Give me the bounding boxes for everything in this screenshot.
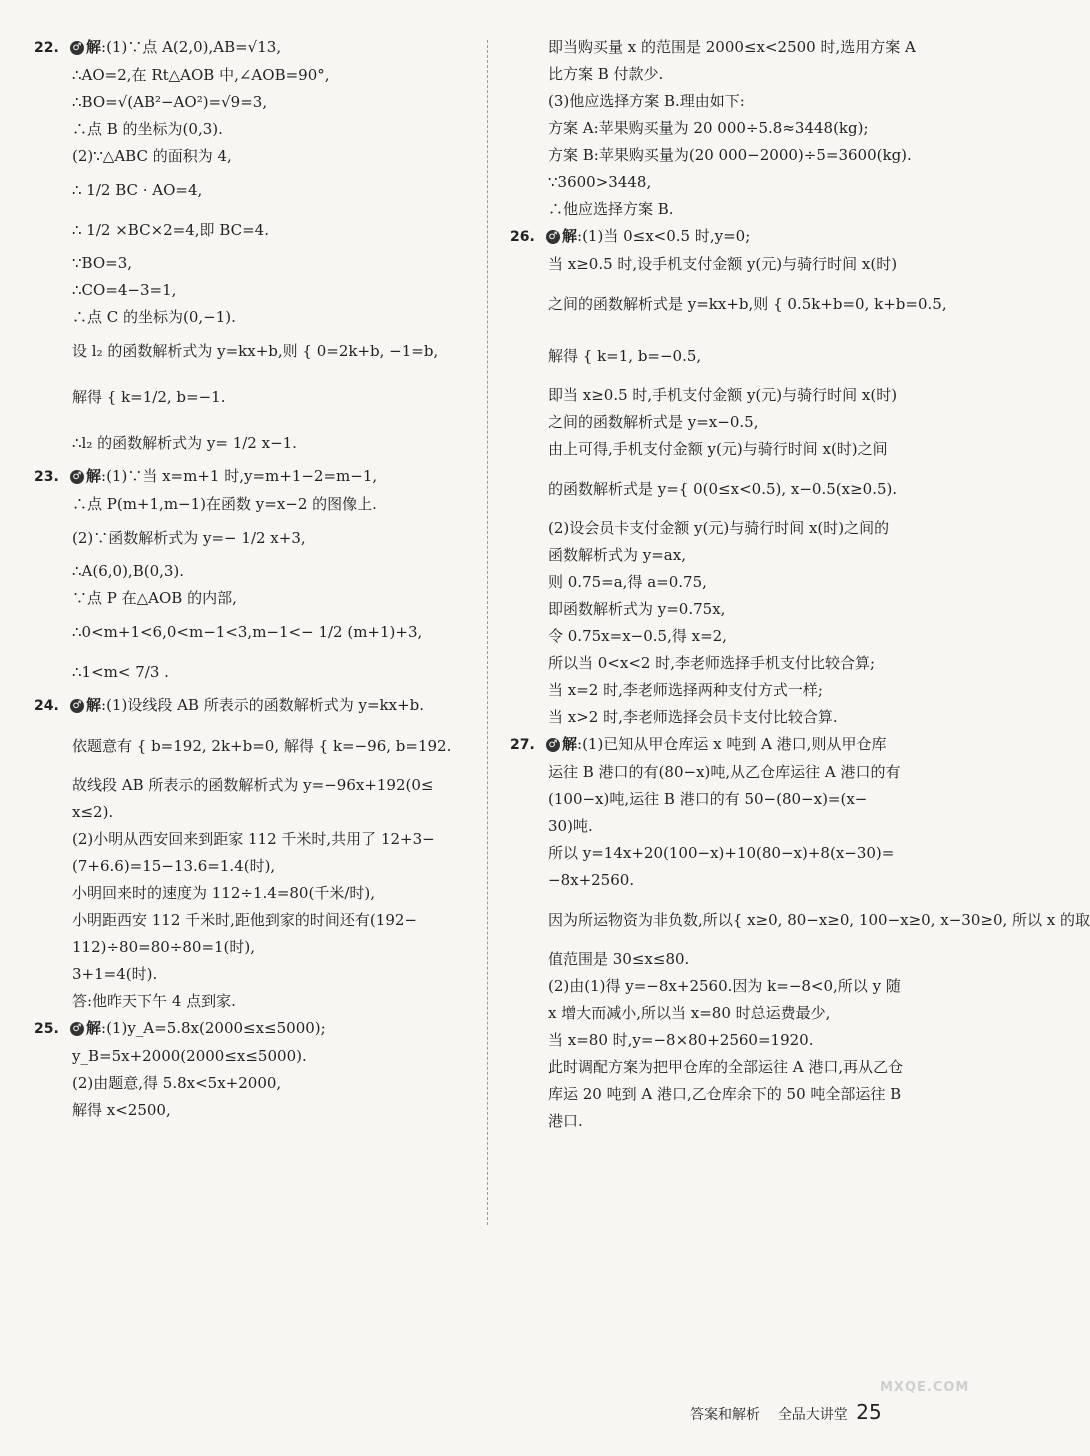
- line-text: ∴ 1/2 BC · AO=4,: [72, 181, 203, 199]
- solution-line: [34, 961, 474, 988]
- line-text: 则 0.75=a,得 a=0.75,: [548, 573, 707, 591]
- solution-line: [34, 720, 474, 772]
- line-text: ∴A(6,0),B(0,3).: [72, 562, 185, 580]
- question-number: 27.: [510, 737, 535, 753]
- line-text: y_B=5x+2000(2000≤x≤5000).: [72, 1047, 307, 1065]
- solution-badge-icon: ♂: [546, 230, 560, 244]
- line-text: :(1)当 0≤x<0.5 时,y=0;: [577, 227, 751, 245]
- solution-line: [510, 409, 965, 436]
- line-text: 之间的函数解析式是 y=x−0.5,: [548, 413, 759, 431]
- line-text: ∴0<m+1<6,0<m−1<3,m−1<− 1/2 (m+1)+3,: [72, 623, 423, 641]
- right-column: [510, 34, 1090, 1135]
- solution-line: [34, 585, 474, 612]
- line-text: 3+1=4(时).: [72, 965, 158, 983]
- line-text: −8x+2560.: [548, 871, 635, 889]
- line-text: 的函数解析式是 y={ 0(0≤x<0.5), x−0.5(x≥0.5).: [548, 480, 898, 498]
- line-text: ∴AO=2,在 Rt△AOB 中,∠AOB=90°,: [72, 66, 330, 84]
- line-text: 运往 B 港口的有(80−x)吨,从乙仓库运往 A 港口的有: [548, 763, 901, 781]
- solution-line: [34, 170, 474, 210]
- line-text: (100−x)吨,运往 B 港口的有 50−(80−x)=(x−: [548, 790, 868, 808]
- solution-line: [510, 251, 965, 278]
- line-text: :(1)设线段 AB 所表示的函数解析式为 y=kx+b.: [101, 696, 425, 714]
- line-text: 当 x>2 时,李老师选择会员卡支付比较合算.: [548, 708, 838, 726]
- solution-line: [34, 371, 474, 423]
- solution-badge-icon: ♂: [70, 1022, 84, 1036]
- line-text: 此时调配方案为把甲仓库的全部运往 A 港口,再从乙仓: [548, 1058, 904, 1076]
- line-text: 故线段 AB 所表示的函数解析式为 y=−96x+192(0≤: [72, 776, 434, 794]
- solution-line: [510, 169, 965, 196]
- solution-line: [34, 907, 474, 934]
- solution-line: [510, 278, 965, 330]
- question-line: [510, 223, 965, 251]
- question-line: [34, 463, 474, 491]
- line-text: 方案 B:苹果购买量为(20 000−2000)÷5=3600(kg).: [548, 146, 912, 164]
- line-text: 依题意有 { b=192, 2k+b=0, 解得 { k=−96, b=192.: [72, 737, 452, 755]
- line-text: 方案 A:苹果购买量为 20 000÷5.8≈3448(kg);: [548, 119, 869, 137]
- solution-badge-icon: ♂: [70, 699, 84, 713]
- line-text: 当 x=2 时,李老师选择两种支付方式一样;: [548, 681, 823, 699]
- solution-line: [34, 116, 474, 143]
- solution-line: [34, 304, 474, 331]
- line-text: ∴点 C 的坐标为(0,−1).: [72, 308, 236, 326]
- line-text: 小明回来时的速度为 112÷1.4=80(千米/时),: [72, 884, 376, 902]
- solution-line: [510, 61, 965, 88]
- line-text: 由上可得,手机支付金额 y(元)与骑行时间 x(时)之间: [548, 440, 888, 458]
- page-number: 25: [856, 1400, 882, 1424]
- solution-line: [34, 826, 474, 853]
- line-text: (2)由题意,得 5.8x<5x+2000,: [72, 1074, 282, 1092]
- line-text: :(1)∵当 x=m+1 时,y=m+1−2=m−1,: [101, 467, 378, 485]
- solution-line: [510, 196, 965, 223]
- line-text: (7+6.6)=15−13.6=1.4(时),: [72, 857, 276, 875]
- solution-line: [34, 772, 474, 799]
- solution-line: [510, 515, 965, 542]
- line-text: :(1)∵点 A(2,0),AB=√13,: [101, 38, 282, 56]
- solution-line: [510, 142, 965, 169]
- line-text: ∴ 1/2 ×BC×2=4,即 BC=4.: [72, 221, 269, 239]
- line-text: ∵点 P 在△AOB 的内部,: [72, 589, 237, 607]
- solution-badge-icon: ♂: [70, 41, 84, 55]
- solution-line: [34, 250, 474, 277]
- line-text: ∵BO=3,: [72, 254, 133, 272]
- question-line: [34, 34, 474, 62]
- line-text: 当 x≥0.5 时,设手机支付金额 y(元)与骑行时间 x(时): [548, 255, 898, 273]
- solution-line: [510, 88, 965, 115]
- solution-line: [510, 463, 965, 515]
- solution-line: [510, 704, 965, 731]
- line-text: 因为所运物资为非负数,所以{ x≥0, 80−x≥0, 100−x≥0, x−30≥0, 所以 x 的取: [548, 911, 1090, 929]
- line-text: 函数解析式为 y=ax,: [548, 546, 686, 564]
- line-text: (2)∵△ABC 的面积为 4,: [72, 147, 232, 165]
- solution-line: [510, 894, 1090, 946]
- line-text: 所以 y=14x+20(100−x)+10(80−x)+8(x−30)=: [548, 844, 895, 862]
- footer-book-title: 全品大讲堂: [777, 1407, 848, 1423]
- question-number: 24.: [34, 698, 59, 714]
- line-text: :(1)已知从甲仓库运 x 吨到 A 港口,则从甲仓库: [577, 735, 887, 753]
- solution-label: 解: [86, 696, 102, 714]
- solution-label: 解: [86, 38, 102, 56]
- solution-line: [510, 946, 965, 973]
- line-text: 解得 { k=1, b=−0.5,: [548, 347, 702, 365]
- line-text: 当 x=80 时,y=−8×80+2560=1920.: [548, 1031, 814, 1049]
- solution-line: [510, 330, 965, 382]
- solution-line: [34, 89, 474, 116]
- line-text: ∴l₂ 的函数解析式为 y= 1/2 x−1.: [72, 434, 297, 452]
- question-number: 22.: [34, 40, 59, 56]
- solution-line: [510, 1108, 965, 1135]
- solution-line: [510, 623, 965, 650]
- solution-badge-icon: ♂: [546, 738, 560, 752]
- left-column: [34, 34, 474, 1124]
- line-text: 即当 x≥0.5 时,手机支付金额 y(元)与骑行时间 x(时): [548, 386, 898, 404]
- solution-line: [510, 1081, 965, 1108]
- solution-line: [510, 382, 965, 409]
- line-text: 值范围是 30≤x≤80.: [548, 950, 690, 968]
- question-line: [34, 1015, 474, 1043]
- solution-line: [34, 1097, 474, 1124]
- line-text: (2)设会员卡支付金额 y(元)与骑行时间 x(时)之间的: [548, 519, 890, 537]
- watermark-text: MXQE.COM: [880, 1380, 970, 1395]
- solution-line: [510, 115, 965, 142]
- solution-label: 解: [562, 735, 578, 753]
- solution-line: [510, 1027, 965, 1054]
- solution-line: [510, 867, 965, 894]
- line-text: 令 0.75x=x−0.5,得 x=2,: [548, 627, 727, 645]
- line-text: 所以当 0<x<2 时,李老师选择手机支付比较合算;: [548, 654, 876, 672]
- question-number: 26.: [510, 229, 535, 245]
- solution-line: [510, 1054, 965, 1081]
- line-text: 港口.: [548, 1112, 583, 1130]
- solution-label: 解: [562, 227, 578, 245]
- line-text: 即当购买量 x 的范围是 2000≤x<2500 时,选用方案 A: [548, 38, 916, 56]
- solution-line: [34, 143, 474, 170]
- question-line: [34, 692, 474, 720]
- question-number: 25.: [34, 1021, 59, 1037]
- line-text: (2)∵函数解析式为 y=− 1/2 x+3,: [72, 529, 306, 547]
- solution-line: [34, 934, 474, 961]
- solution-line: [510, 677, 965, 704]
- line-text: 之间的函数解析式是 y=kx+b,则 { 0.5k+b=0, k+b=0.5,: [548, 295, 947, 313]
- footer-section: 答案和解析: [690, 1407, 760, 1423]
- line-text: 小明距西安 112 千米时,距他到家的时间还有(192−: [72, 911, 417, 929]
- line-text: 比方案 B 付款少.: [548, 65, 664, 83]
- solution-line: [34, 62, 474, 89]
- page-footer: [690, 1400, 882, 1424]
- line-text: ∴他应选择方案 B.: [548, 200, 674, 218]
- solution-line: [510, 596, 965, 623]
- solution-line: [34, 799, 474, 826]
- question-number: 23.: [34, 469, 59, 485]
- solution-line: [510, 813, 965, 840]
- solution-line: [34, 558, 474, 585]
- line-text: 即函数解析式为 y=0.75x,: [548, 600, 726, 618]
- solution-line: [34, 331, 474, 371]
- solution-line: [34, 1043, 474, 1070]
- line-text: 库运 20 吨到 A 港口,乙仓库余下的 50 吨全部运往 B: [548, 1085, 902, 1103]
- solution-line: [510, 436, 965, 463]
- solution-line: [34, 210, 474, 250]
- line-text: x 增大而减小,所以当 x=80 时总运费最少,: [548, 1004, 831, 1022]
- solution-line: [34, 423, 474, 463]
- solution-line: [34, 880, 474, 907]
- line-text: ∴CO=4−3=1,: [72, 281, 177, 299]
- line-text: 30)吨.: [548, 817, 593, 835]
- line-text: ∴BO=√(AB²−AO²)=√9=3,: [72, 93, 268, 111]
- solution-label: 解: [86, 467, 102, 485]
- line-text: ∴点 B 的坐标为(0,3).: [72, 120, 223, 138]
- solution-line: [510, 973, 965, 1000]
- solution-line: [510, 542, 965, 569]
- solution-line: [510, 786, 965, 813]
- solution-line: [510, 650, 965, 677]
- line-text: 答:他昨天下午 4 点到家.: [72, 992, 236, 1010]
- solution-line: [510, 569, 965, 596]
- solution-label: 解: [86, 1019, 102, 1037]
- solution-line: [510, 34, 965, 61]
- line-text: 112)÷80=80÷80=1(时),: [72, 938, 256, 956]
- line-text: x≤2).: [72, 803, 114, 821]
- line-text: :(1)y_A=5.8x(2000≤x≤5000);: [101, 1019, 326, 1037]
- line-text: ∵3600>3448,: [548, 173, 652, 191]
- solution-line: [510, 759, 965, 786]
- column-divider: [487, 40, 488, 1225]
- line-text: ∴1<m< 7/3 .: [72, 663, 169, 681]
- line-text: (2)小明从西安回来到距家 112 千米时,共用了 12+3−: [72, 830, 435, 848]
- line-text: (3)他应选择方案 B.理由如下:: [548, 92, 745, 110]
- solution-line: [34, 853, 474, 880]
- line-text: 设 l₂ 的函数解析式为 y=kx+b,则 { 0=2k+b, −1=b,: [72, 342, 439, 360]
- solution-line: [34, 277, 474, 304]
- solution-line: [34, 988, 474, 1015]
- line-text: ∴点 P(m+1,m−1)在函数 y=x−2 的图像上.: [72, 495, 377, 513]
- line-text: 解得 x<2500,: [72, 1101, 171, 1119]
- question-line: [510, 731, 965, 759]
- solution-line: [34, 612, 474, 652]
- solution-line: [34, 491, 474, 518]
- line-text: (2)由(1)得 y=−8x+2560.因为 k=−8<0,所以 y 随: [548, 977, 901, 995]
- line-text: 解得 { k=1/2, b=−1.: [72, 388, 226, 406]
- solution-badge-icon: ♂: [70, 470, 84, 484]
- solution-line: [34, 1070, 474, 1097]
- solution-line: [510, 840, 965, 867]
- solution-line: [34, 652, 474, 692]
- solution-line: [34, 518, 474, 558]
- solution-line: [510, 1000, 965, 1027]
